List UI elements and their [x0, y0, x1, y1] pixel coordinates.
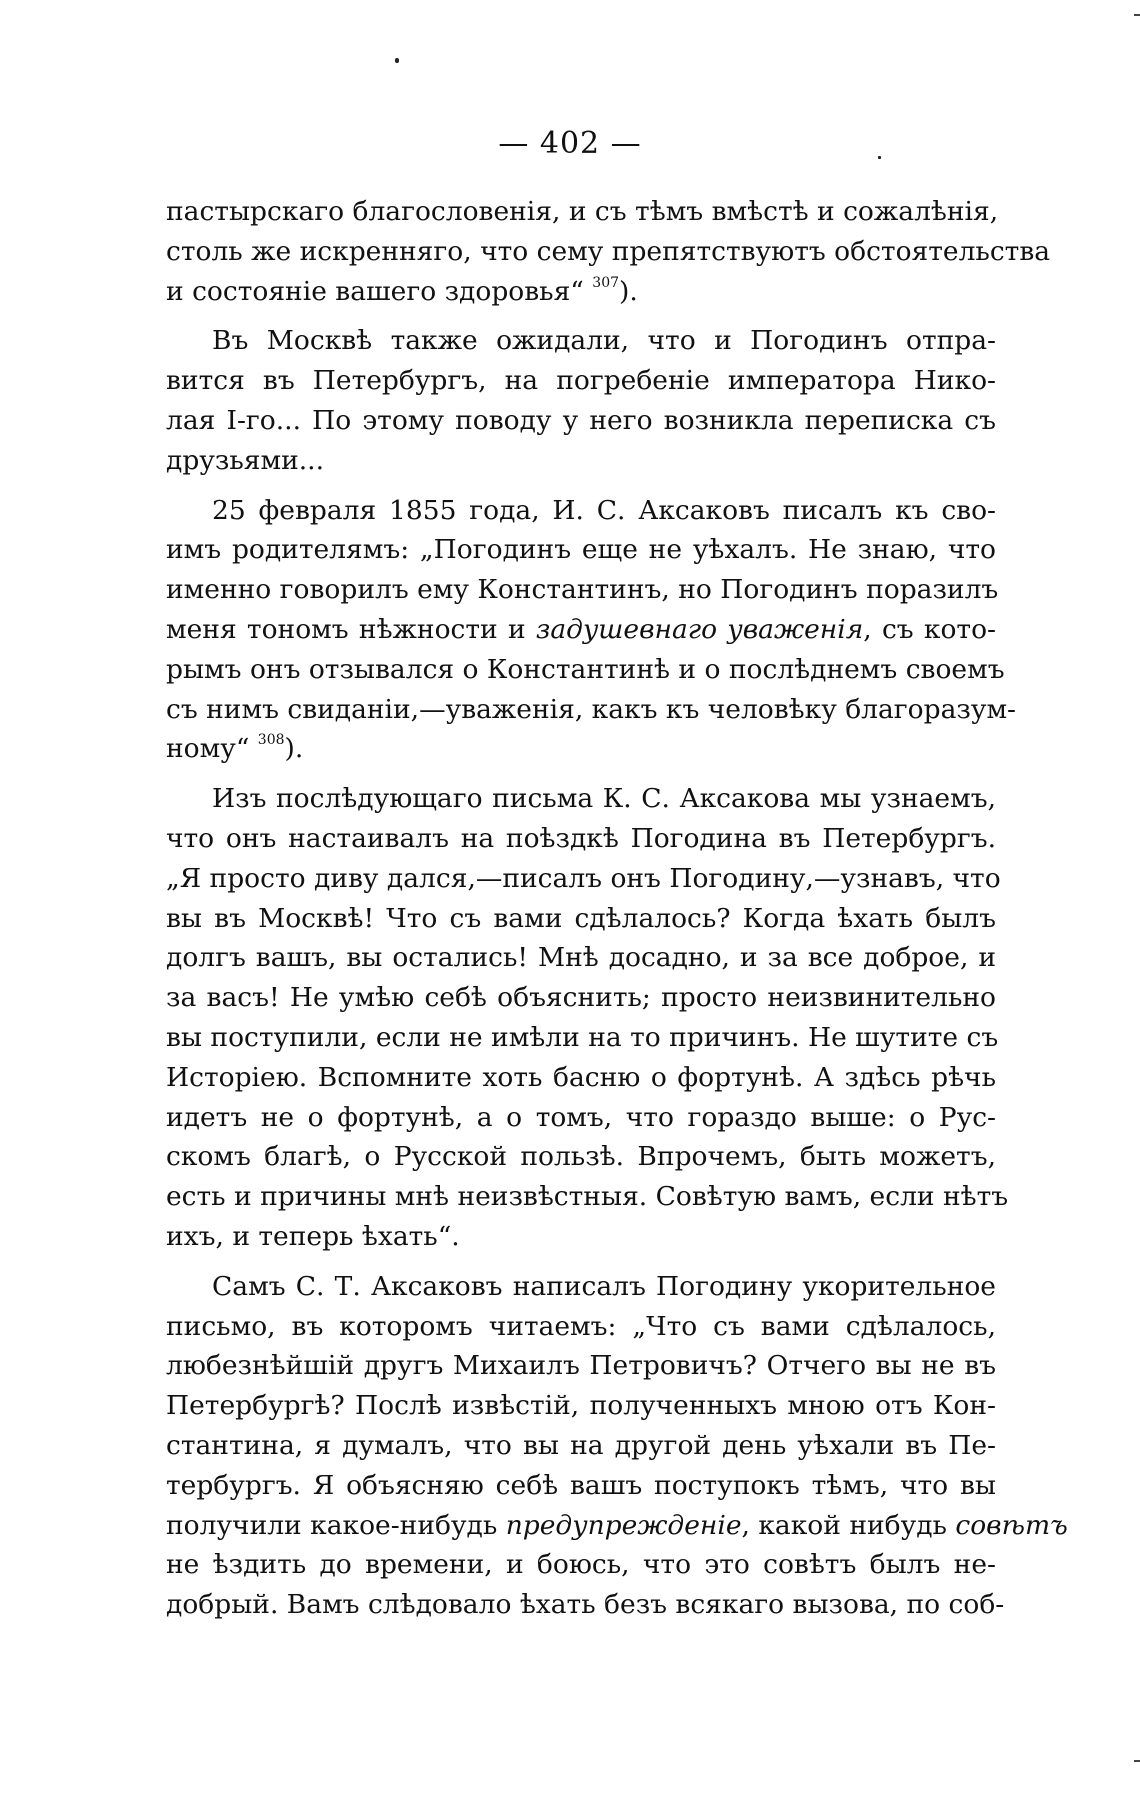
text-line — [166, 1346, 996, 1386]
text-line — [166, 1098, 996, 1138]
paragraph — [166, 779, 1009, 1257]
text-run: получили какое-нибудь — [166, 1509, 506, 1541]
text-line — [166, 1585, 1005, 1625]
text-line — [166, 361, 996, 401]
text-run: меня тономъ нѣжности и — [166, 613, 536, 645]
text-line — [166, 610, 996, 650]
paragraph — [166, 192, 1051, 311]
paragraph — [166, 321, 996, 480]
text-line — [166, 729, 996, 769]
text-line — [166, 899, 996, 939]
text-line — [166, 859, 1001, 899]
print-speck — [395, 58, 399, 63]
text-line — [166, 978, 996, 1018]
text-line — [166, 1267, 996, 1307]
text-run: ному“ — [166, 733, 258, 765]
text-run: лая I-го... По этому поводу у него возникла переписка съ — [166, 404, 996, 436]
text-line — [166, 192, 999, 232]
text-line — [166, 1177, 1009, 1217]
text-line — [166, 1137, 996, 1177]
footnote-ref: 308 — [257, 732, 285, 749]
text-run: за васъ! Не умѣю себѣ объяснить; просто неизвинительно — [166, 982, 996, 1014]
text-run: идетъ не о фортунѣ, а о томъ, что гораздо выше: о Рус- — [166, 1101, 996, 1133]
text-run: имъ родителямъ: „Погодинъ еще не уѣхалъ. Не знаю, что — [166, 534, 996, 566]
text-run: ). — [619, 275, 638, 307]
text-run: долгъ вашъ, вы остались! Мнѣ досадно, и за все доброе, и — [166, 942, 996, 974]
text-line — [166, 401, 996, 441]
text-line — [166, 1545, 996, 1585]
edge-mark — [1134, 1760, 1140, 1762]
text-run: „Я просто диву дался,—писалъ онъ Погодину,—узнавъ, что — [166, 862, 1001, 894]
body-text — [166, 192, 1068, 1625]
text-run: пастырскаго благословенія, и съ тѣмъ вмѣстѣ и сожалѣнія, — [166, 196, 999, 227]
text-run: 25 февраля 1855 года, И. С. Аксаковъ писалъ къ сво- — [212, 494, 996, 526]
text-line — [166, 1386, 996, 1426]
text-run: Изъ послѣдующаго письма К. С. Аксакова мы узнаемъ, — [212, 783, 996, 815]
text-line — [166, 441, 996, 481]
text-run: скомъ благѣ, о Русской пользѣ. Впрочемъ, быть можетъ, — [166, 1141, 996, 1173]
text-run: тербургъ. Я объясняю себѣ вашъ поступокъ тѣмъ, что вы — [166, 1469, 996, 1501]
text-line — [166, 938, 996, 978]
text-line — [166, 1217, 996, 1257]
emphasis-text: совѣтъ — [955, 1509, 1068, 1541]
text-run: друзьями... — [166, 444, 325, 476]
text-line — [166, 530, 996, 570]
text-line — [166, 1466, 996, 1506]
text-run: Въ Москвѣ также ожидали, что и Погодинъ отпра- — [212, 325, 996, 357]
text-run: есть и причины мнѣ неизвѣстныя. Совѣтую вамъ, если нѣтъ — [166, 1181, 1009, 1213]
text-line — [166, 650, 1005, 690]
emphasis-text: предупрежденіе — [505, 1509, 742, 1541]
text-line — [166, 779, 996, 819]
text-run: ихъ, и теперь ѣхать“. — [166, 1220, 460, 1252]
text-line — [166, 321, 996, 361]
text-run: именно говорилъ ему Константинъ, но Погодинъ поразилъ — [166, 574, 999, 606]
text-run: вы въ Москвѣ! Что съ вами сдѣлалось? Когда ѣхать былъ — [166, 902, 996, 934]
text-line — [166, 1018, 999, 1058]
text-run: стантина, я думалъ, что вы на другой день уѣхали въ Пе- — [166, 1429, 996, 1461]
text-run: Петербургѣ? Послѣ извѣстій, полученныхъ мною отъ Кон- — [166, 1390, 996, 1422]
text-run: столь же искренняго, что сему препятствуютъ обстоятельства — [166, 235, 1051, 267]
edge-mark — [1134, 14, 1140, 16]
footnote-ref: 307 — [592, 274, 620, 291]
text-run: вы поступили, если не имѣли на то причинъ. Не шутите съ — [166, 1021, 999, 1053]
paragraph — [166, 1267, 1068, 1625]
emphasis-text: задушевнаго уваженія — [535, 613, 864, 645]
text-line — [166, 570, 999, 610]
text-line — [166, 1426, 996, 1466]
paragraph — [166, 491, 1017, 770]
text-run: , какой нибудь — [741, 1509, 956, 1541]
page-number: — 402 — — [498, 126, 642, 161]
text-run: любезнѣйшій другъ Михаилъ Петровичъ? Отчего вы не въ — [166, 1350, 996, 1382]
text-line — [166, 491, 996, 531]
text-run: съ нимъ свиданіи,—уваженія, какъ къ человѣку благоразум- — [166, 693, 1017, 725]
text-run: Исторіею. Вспомните хоть басню о фортунѣ. А здѣсь рѣчь — [166, 1061, 996, 1093]
text-run: ). — [284, 733, 304, 765]
text-line — [166, 1506, 1068, 1546]
text-run: что онъ настаивалъ на поѣздкѣ Погодина въ Петербургъ. — [166, 822, 996, 854]
text-line — [166, 690, 1017, 730]
text-run: вится въ Петербургъ, на погребеніе императора Нико- — [166, 365, 996, 397]
text-line — [166, 232, 1051, 272]
text-line — [166, 272, 996, 312]
text-run: Самъ С. Т. Аксаковъ написалъ Погодину укорительное — [212, 1270, 996, 1302]
text-line — [166, 1307, 996, 1347]
text-run: добрый. Вамъ слѣдовало ѣхать безъ всякаго вызова, по соб- — [166, 1589, 1005, 1621]
text-run: , съ кото- — [863, 613, 996, 645]
text-line — [166, 1058, 996, 1098]
text-run: и состояніе вашего здоровья“ — [166, 275, 593, 307]
text-run: не ѣздить до времени, и боюсь, что это совѣтъ былъ не- — [166, 1549, 996, 1581]
text-run: рымъ онъ отзывался о Константинѣ и о послѣднемъ своемъ — [166, 653, 1005, 685]
text-line — [166, 819, 996, 859]
text-run: письмо, въ которомъ читаемъ: „Что съ вами сдѣлалось, — [166, 1310, 996, 1342]
